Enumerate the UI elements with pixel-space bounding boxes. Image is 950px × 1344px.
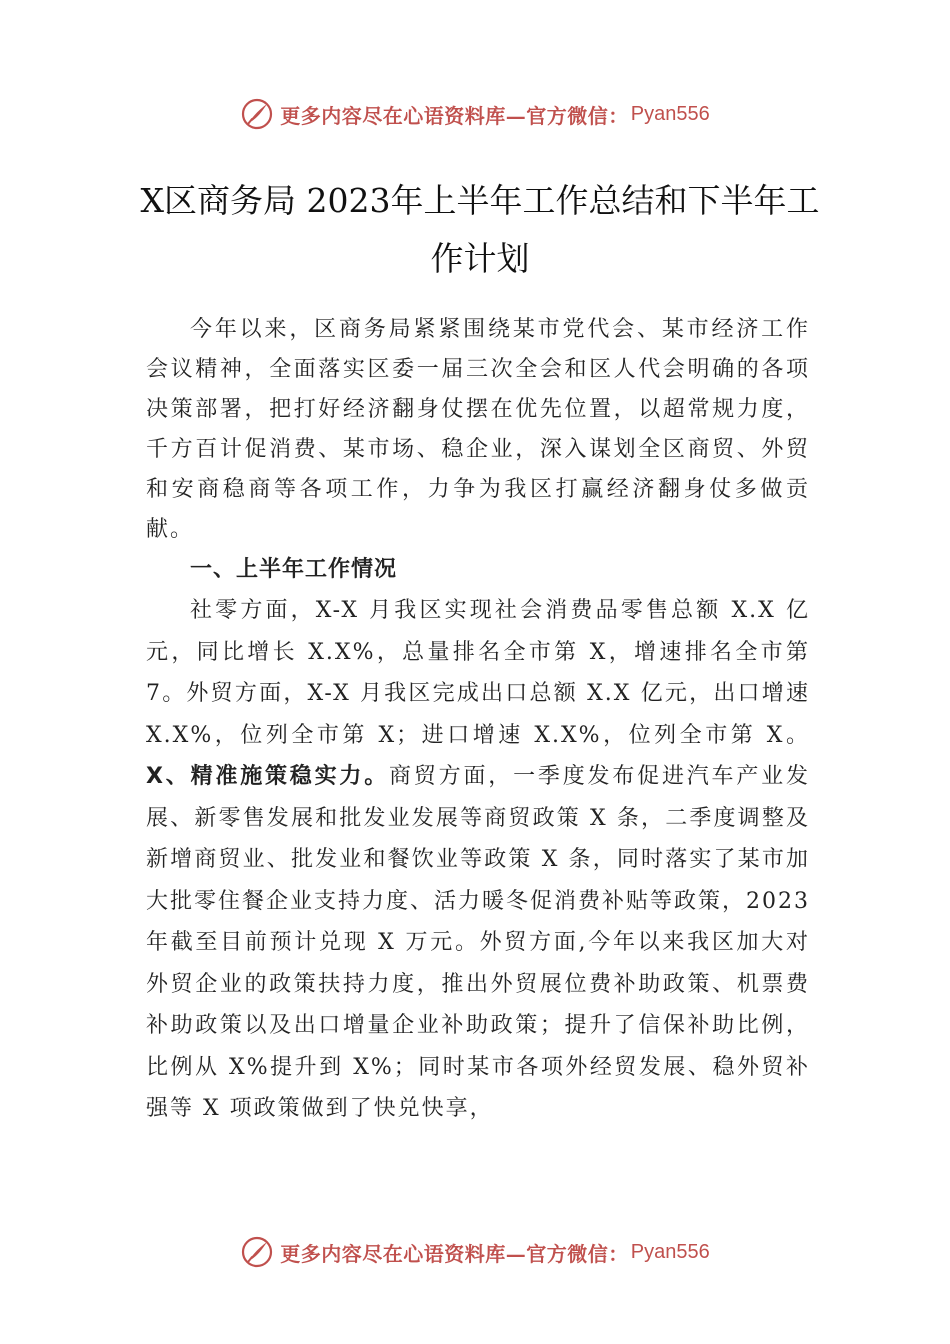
quill-logo-icon xyxy=(240,97,274,131)
quill-logo-icon xyxy=(240,1235,274,1269)
banner-handle: Pyan556 xyxy=(630,1240,710,1263)
header-banner xyxy=(0,94,950,134)
banner-handle: Pyan556 xyxy=(630,102,710,125)
footer-banner xyxy=(0,1232,950,1272)
paragraph-text: 社零方面，X-X 月我区实现社会消费品零售总额 X.X 亿元，同比增长 X.X%，总量排名全市第 X，增速排名全市第 7。外贸方面，X-X 月我区完成出口总额 X.X 亿元，出口增速 X.X%，位列全市第 X；进口增速 X.X%，位列全市第 X。 xyxy=(146,598,810,748)
section-heading: 一、上半年工作情况 xyxy=(190,557,398,582)
paragraph-text-continued: 商贸方面，一季度发布促进汽车产业发展、新零售发展和批发业发展等商贸政策 X 条，二季度调整及新增商贸业、批发业和餐饮业等政策 X 条，同时落实了某市加大批零住餐企业支持力度、活力暖冬促消费补贴等政策，2023 年截至目前预计兑现 X 万元。外贸方面,今年以来我区加大对外贸企业的政策扶持力度，推出外贸展位费补助政策、机票费补助政策以及出口增量企业补助政策；提升了信保补助比例，比例从 X%提升到 X%；同时某市各项外经贸发展、稳外贸补强等 X 项政策做到了快兑快享， xyxy=(146,764,810,1121)
document-title: X区商务局 2023年上半年工作总结和下半年工作计划 xyxy=(140,181,820,279)
intro-paragraph: 今年以来，区商务局紧紧围绕某市党代会、某市经济工作会议精神，全面落实区委一届三次全会和区人代会明确的各项决策部署，把打好经济翻身仗摆在优先位置，以超常规力度，千方百计促消费、某市场、稳企业，深入谋划全区商贸、外贸和安商稳商等各项工作，力争为我区打赢经济翻身仗多做贡献。 xyxy=(146,317,810,542)
banner-text: 更多内容尽在心语资料库—官方微信： xyxy=(280,1241,629,1266)
banner-text: 更多内容尽在心语资料库—官方微信： xyxy=(280,103,629,128)
bold-subheading: X、精准施策稳实力。 xyxy=(146,764,390,789)
document-body xyxy=(146,310,810,1130)
body-paragraph xyxy=(146,590,810,1130)
